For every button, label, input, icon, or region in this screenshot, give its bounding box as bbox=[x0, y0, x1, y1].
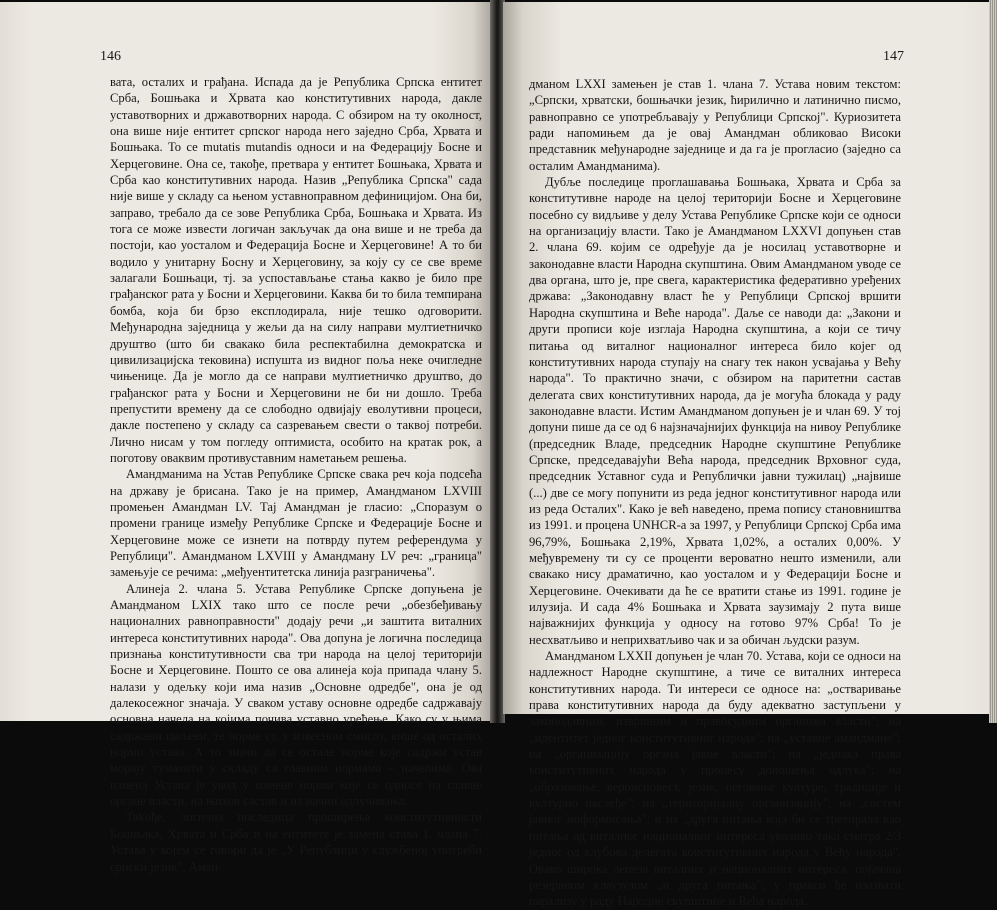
page-number-left: 146 bbox=[100, 49, 121, 64]
paragraph: Takoђe, логична последица проширења конститутивности Бошњака, Хрвата и Срба и на ентитете је замена става 1. члана 7. Устава у којем се говори да је „У Републици у службеној употреби српски језик". Аман- bbox=[110, 810, 482, 874]
right-page-body bbox=[529, 76, 901, 910]
paragraph: Алинеја 2. члана 5. Устава Републике Српске допуњена је Амандманом LXIX тако што се после речи „обезбеђивању националних равноправности" додају речи „и заштита виталних интереса конститутивних народа". Ова допуна је логична последица признања конститутивности сва три народа на целој територији Босне и Херцеговине. Пошто се ова алинеја која припада члану 5. налази у одељку који има назив „Основне одредбе", она је од далекосежног значаја. У сваком уставу основне одредбе садржавају основна начела на којима почива уставно уређење. Како су у њима садржани циљеви, те норме су, у извесном смислу, више од осталих норми устава. А то значи да се остале норме које садржи устав морају тумачити у складу са главним нормама – начелима. Ова измена Устава је увод у измене норми које се односе на главне органе власти, на њихов састав и на начин одлучивања. bbox=[110, 581, 482, 809]
paragraph: Дубље последице проглашавања Бошњака, Хрвата и Срба за конститутивне народе на целој територији Босне и Херцеговине посебно су видљиве у делу Устава Републике Српске који се односи на организацију власти. Тако је Амандманом LXXVI допуњен став 2. члана 69. којим се одређује да је носилац уставотворне и законодавне власти Народна скупштина. Овим Амандманом уводе се два органа, што је, пре свега, карактеристика федеративно уређених држава: „Законодавну власт ће у Републици Српској вршити Народна скупштина и Веће народа". Даље се наводи да: „Закони и други прописи које изглаjа Народна скупштина, а који се тичу питања од виталног националног интереса било којег од конститутивних народа ступају на снагу тек након усвајања у Већу народа". То практично значи, с обзиром на паритетни састав делегата свих конститутивних народа, да је могућа блокада у раду законодавне власти. Истим Амандманом допуњен је и члан 69. У тој допуни пише да се од 6 најзначајнијих функција на нивоу Републике (председник Владе, председник Народне скупштине Републике Српске, председавајући Већа народа, председник Врховног суда, председник Уставног суда и Републички јавни тужилац) „највише (...) две се могу попунити из реда једног конститутивног народа или из реда Осталих". Како је већ наведено, према попису становништва из 1991. и процена UNHCR-а за 1997, у Републици Српској Срба има 96,79%, Бошњака 2,19%, Хрвата 1,02%, а осталих 0,00%. У међувремену ти су се проценти вероватно нешто изменили, али свакако нису драматично, као уосталом и у Федерацији Босне и Херцеговине. Очекивати да ће се вратити стање из 1991. године је илузија. И сада 4% Бошњака и Хрвата заузимају 2 пута више најважнијих функција у односу на готово 97% Срба! То је несхватљиво и неприхватљиво чак и за обичан људски разум. bbox=[529, 175, 901, 647]
left-page bbox=[0, 2, 492, 874]
left-page-body bbox=[110, 74, 482, 875]
paragraph: дманом LXXI замењен је став 1. члана 7. Устава новим текстом: „Српски, хрватски, бошњачки језик, ћирилично и латинично писмо, равноправно се употребљавају у Републици Српској". Куриозитета ради напомињем да је овај Амандман обликовао Високи представник међународне заједнице и да га је прогласио (заједно са осталим Амандманима). bbox=[529, 77, 901, 173]
page-number-right: 147 bbox=[883, 49, 904, 64]
page-edges bbox=[989, 0, 997, 723]
paragraph: Амандманима на Устав Републике Српске свака реч која подсећа на државу је брисана. Тако је на пример, Амандманом LXVIII промењен Амандман LV. Тај Амандман је гласио: „Споразум о промени границе између Републике Српске и Федерације Босне и Херцеговине може се изнети на потврду путем референдума у Републици". Амандманом LXVIII у Амандману LV реч: „граница" замењује се речима: „међуентитетска линија разграничења". bbox=[110, 467, 482, 580]
right-page bbox=[503, 2, 997, 909]
paragraph: вата, осталих и грађана. Испада да је Република Српска ентитет Срба, Бошњака и Хрвата као конститутивних народа, дакле уставотворних и државотворних народа. С обзиром на ту околност, она више није ентитет српског народа него заједно Срба, Хрвата и Бошњака. То се mutatis mutandis односи и на Федерацију Босне и Херцеговине. Она се, такође, претвара у ентитет Бошњака, Хрвата и Срба као конститутивних народа. Назив „Република Српска" сада није више у складу са њеном уставноправном дефиницијом. Она би, заправо, требало да се зове Република Срба, Бошњака и Хрвата. Из тога се може извести логичан закључак да она више и не треба да постоји, као уосталом и Федерација Босне и Херцеговине! А то би водило у унитарну Босну и Херцеговину, за коју су се све време залагали Бошњаци, тј. за успостављање стања какво је било пре грађанског рата у Босни и Херцеговини. Каква би то била темпирана бомба, која би брзо експлодирала, није тешко одговорити. Међународна заједница у жељи да на силу направи мултиетничко друштво (што би свакако била респектабилна демократска и цивилизацијска тековина) испушта из видног поља неке очигледне чињенице. Да је могло да се направи мултиетничко друштво, до грађанског рата у Босни и Херцеговини не би ни дошло. Треба препустити времену да се слободно одвијају еволутивни процеси, дакле постепено у складу са сазревањем свести о таквој потреби. Лично нисам у том погледу оптимиста, особито на кратак рок, а поготову оваквим противуставним наметањем решења. bbox=[110, 75, 482, 465]
paragraph: Амандманом LXXII допуњен је члан 70. Устава, који се односи на надлежност Народне скупштине, а тиче се виталних интереса конститутивних народа. Ти интереси се односе на: „остваривање права конститутивних народа да буду адекватно заступљени у законодавним, извршним и правосудним органима власти"; на „идентитет једног конститутивног народа"; на „уставне амандмане"; на „организацију органа јавне власти"; на „једнака права конститутивних народа у процесу доношења одлука"; на „образовање, вероисповест, језик, неговање културе, традиције и културно наслеђе"; на „територијалну организацију"; на „систем јавног информисања"; и на „друга питања која би се третирала као питања од виталног националног интереса уколико тако сматра 2/3 једног од клубова делегата конститутивних народа у Већу народа". Овако широка лепеза виталних и националних интереса, појачана резервном клаузулом „и друга питања", у пракси ће изазвати парализу у раду Народне скупштине и Већа народа. bbox=[529, 649, 901, 909]
